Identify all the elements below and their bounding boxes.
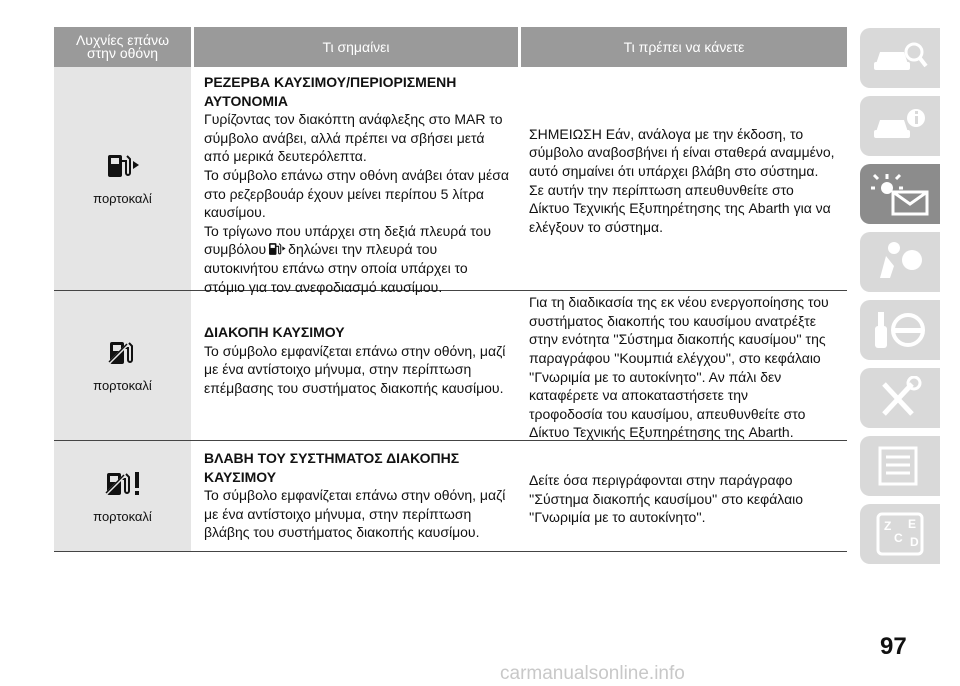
header-col-lights-line1: Λυχνίες επάνω — [75, 32, 170, 48]
action-cell — [518, 441, 847, 551]
fuel-reserve-icon — [106, 151, 140, 181]
text-line: από μερικά δευτερόλεπτα. — [204, 148, 367, 165]
row-title: ΔΙΑΚΟΠΗ ΚΑΥΣΙΜΟΥ — [204, 324, 345, 340]
car-info-icon — [872, 106, 928, 146]
svg-text:E: E — [908, 517, 917, 531]
tab-warning-lights[interactable] — [860, 164, 940, 224]
warning-lights-table — [54, 27, 847, 552]
text-line-inline — [204, 240, 518, 259]
text-line: Γυρίζοντας τον διακόπτη ανάφλεξης στο MAR το — [204, 111, 503, 128]
action-line: ΣΗΜΕΙΩΣΗ Εάν, ανάλογα με την έκδοση, το — [529, 125, 804, 142]
action-line: Δείτε όσα περιγράφονται στην παράγραφο — [529, 472, 793, 488]
row-title: ΒΛΑΒΗ ΤΟΥ ΣΥΣΤΗΜΑΤΟΣ ΔΙΑΚΟΠΗΣ — [204, 450, 460, 466]
light-cell — [54, 67, 191, 290]
header-col-meaning: Τι σημαίνει — [194, 27, 518, 67]
meaning-cell — [191, 291, 518, 440]
text-line: καυσίμου. — [204, 204, 266, 221]
tab-maintenance[interactable] — [860, 436, 940, 496]
car-search-icon — [872, 38, 928, 78]
action-line: καταφέρετε να αποκαταστήσετε την — [529, 387, 749, 404]
action-line: σύμβολο αναβοσβήνει ή είναι σταθερά αναμμένο, — [529, 144, 835, 161]
tab-safety[interactable] — [860, 232, 940, 292]
tab-car-search[interactable] — [860, 28, 940, 88]
chapter-tabs — [860, 28, 940, 572]
color-label: πορτοκαλί — [93, 508, 152, 524]
fuel-cutoff-fault-icon — [103, 469, 143, 499]
text-line: με ένα αντίστοιχο μήνυμα, στην περίπτωση — [204, 505, 472, 522]
action-line: ''Γνωριμία με το αυτοκίνητο''. — [529, 509, 706, 526]
airbag-seat-icon — [872, 240, 928, 284]
fuel-reserve-inline-icon — [266, 241, 288, 257]
table-row — [54, 441, 847, 552]
action-line: αυτό σημαίνει ότι υπάρχει βλάβη στο σύστημα. — [529, 162, 819, 179]
text-line: σύμβολο ανάβει, αλλά πρέπει να σβήσει μετά — [204, 129, 485, 146]
table-row — [54, 291, 847, 441]
action-line: Σε αυτήν την περίπτωση απευθυνθείτε στο — [529, 181, 794, 198]
light-cell — [54, 441, 191, 551]
action-cell — [518, 291, 847, 440]
text-line: βλάβης του συστήματος διακοπής καυσίμου. — [204, 524, 480, 541]
row-title: ΡΕΖΕΡΒΑ ΚΑΥΣΙΜΟΥ/ΠΕΡΙΟΡΙΣΜΕΝΗ — [204, 74, 457, 90]
light-cell — [54, 291, 191, 440]
action-line: Δίκτυο Τεχνικής Εξυπηρέτησης της Abarth. — [529, 424, 794, 441]
inline-text-after: δηλώνει την πλευρά του — [288, 241, 438, 258]
inline-text-before: συμβόλου — [204, 241, 267, 258]
action-line: Για τη διαδικασία της εκ νέου ενεργοποίησης του — [529, 294, 829, 311]
text-line: Το τρίγωνο που υπάρχει στη δεξιά πλευρά του — [204, 222, 491, 239]
svg-text:D: D — [910, 535, 919, 549]
svg-text:C: C — [894, 531, 903, 545]
text-line: Το σύμβολο επάνω στην οθόνη ανάβει όταν μέσα — [204, 166, 510, 183]
color-label: πορτοκαλί — [93, 191, 152, 206]
text-line: με ένα αντίστοιχο μήνυμα, στην περίπτωση — [204, 361, 472, 378]
alphabet-index-icon — [872, 512, 928, 556]
action-line: παραγράφου ''Κουμπιά ελέγχου'', στο κεφάλαιο — [529, 349, 821, 366]
table-header — [54, 27, 847, 67]
tab-emergency[interactable] — [860, 368, 940, 428]
text-line: Το σύμβολο εμφανίζεται επάνω στην οθόνη, μαζί — [204, 342, 506, 359]
row-title-cont: ΚΑΥΣΙΜΟΥ — [204, 468, 277, 485]
text-line: Το σύμβολο εμφανίζεται επάνω στην οθόνη, μαζί — [204, 487, 506, 504]
svg-text:Z: Z — [884, 519, 892, 533]
meaning-cell — [191, 67, 518, 295]
key-steering-icon — [872, 308, 928, 352]
text-line: αυτοκινήτου επάνω στην οποία υπάρχει το — [204, 259, 468, 276]
tab-car-info[interactable] — [860, 96, 940, 156]
action-line: ελέγξουν το σύστημα. — [529, 218, 664, 235]
header-col-action: Τι πρέπει να κάνετε — [521, 27, 847, 67]
color-label: πορτοκαλί — [93, 378, 152, 393]
watermark: carmanualsonline.info — [500, 663, 685, 684]
action-line: συστήματος διακοπής του καυσίμου ανατρέξτε — [529, 312, 817, 329]
warning-light-envelope-icon — [869, 172, 931, 216]
text-line: επέμβασης του συστήματος διακοπής καυσίμου. — [204, 379, 504, 396]
meaning-cell — [191, 441, 518, 551]
tab-index[interactable] — [860, 504, 940, 564]
row-title-cont: ΑΥΤΟΝΟΜΙΑ — [204, 92, 289, 109]
header-col-lights — [54, 27, 191, 67]
tab-starting-driving[interactable] — [860, 300, 940, 360]
action-line: στην ενότητα ''Σύστημα διακοπής καυσίμου'' της — [529, 331, 826, 348]
tools-icon — [872, 376, 928, 420]
table-row — [54, 67, 847, 295]
specs-list-icon — [872, 444, 928, 488]
text-line: στο ρεζερβουάρ έχουν μείνει περίπου 5 λίτρα — [204, 185, 485, 202]
action-line: ''Γνωριμία με το αυτοκίνητο''. Αν πάλι δεν — [529, 368, 782, 385]
action-line: τροφοδοσία του καυσίμου, απευθυνθείτε στο — [529, 405, 806, 422]
text-line: στόμιο για τον ανεφοδιασμό καυσίμου. — [204, 278, 443, 295]
action-cell — [518, 67, 847, 290]
action-line: ''Σύστημα διακοπής καυσίμου'' στο κεφάλαιο — [529, 490, 804, 507]
fuel-cutoff-icon — [106, 338, 140, 368]
page-number: 97 — [880, 633, 907, 660]
header-col-lights-line2: στην οθόνη — [86, 45, 158, 61]
action-line: Δίκτυο Τεχνικής Εξυπηρέτησης της Abarth για να — [529, 200, 831, 217]
